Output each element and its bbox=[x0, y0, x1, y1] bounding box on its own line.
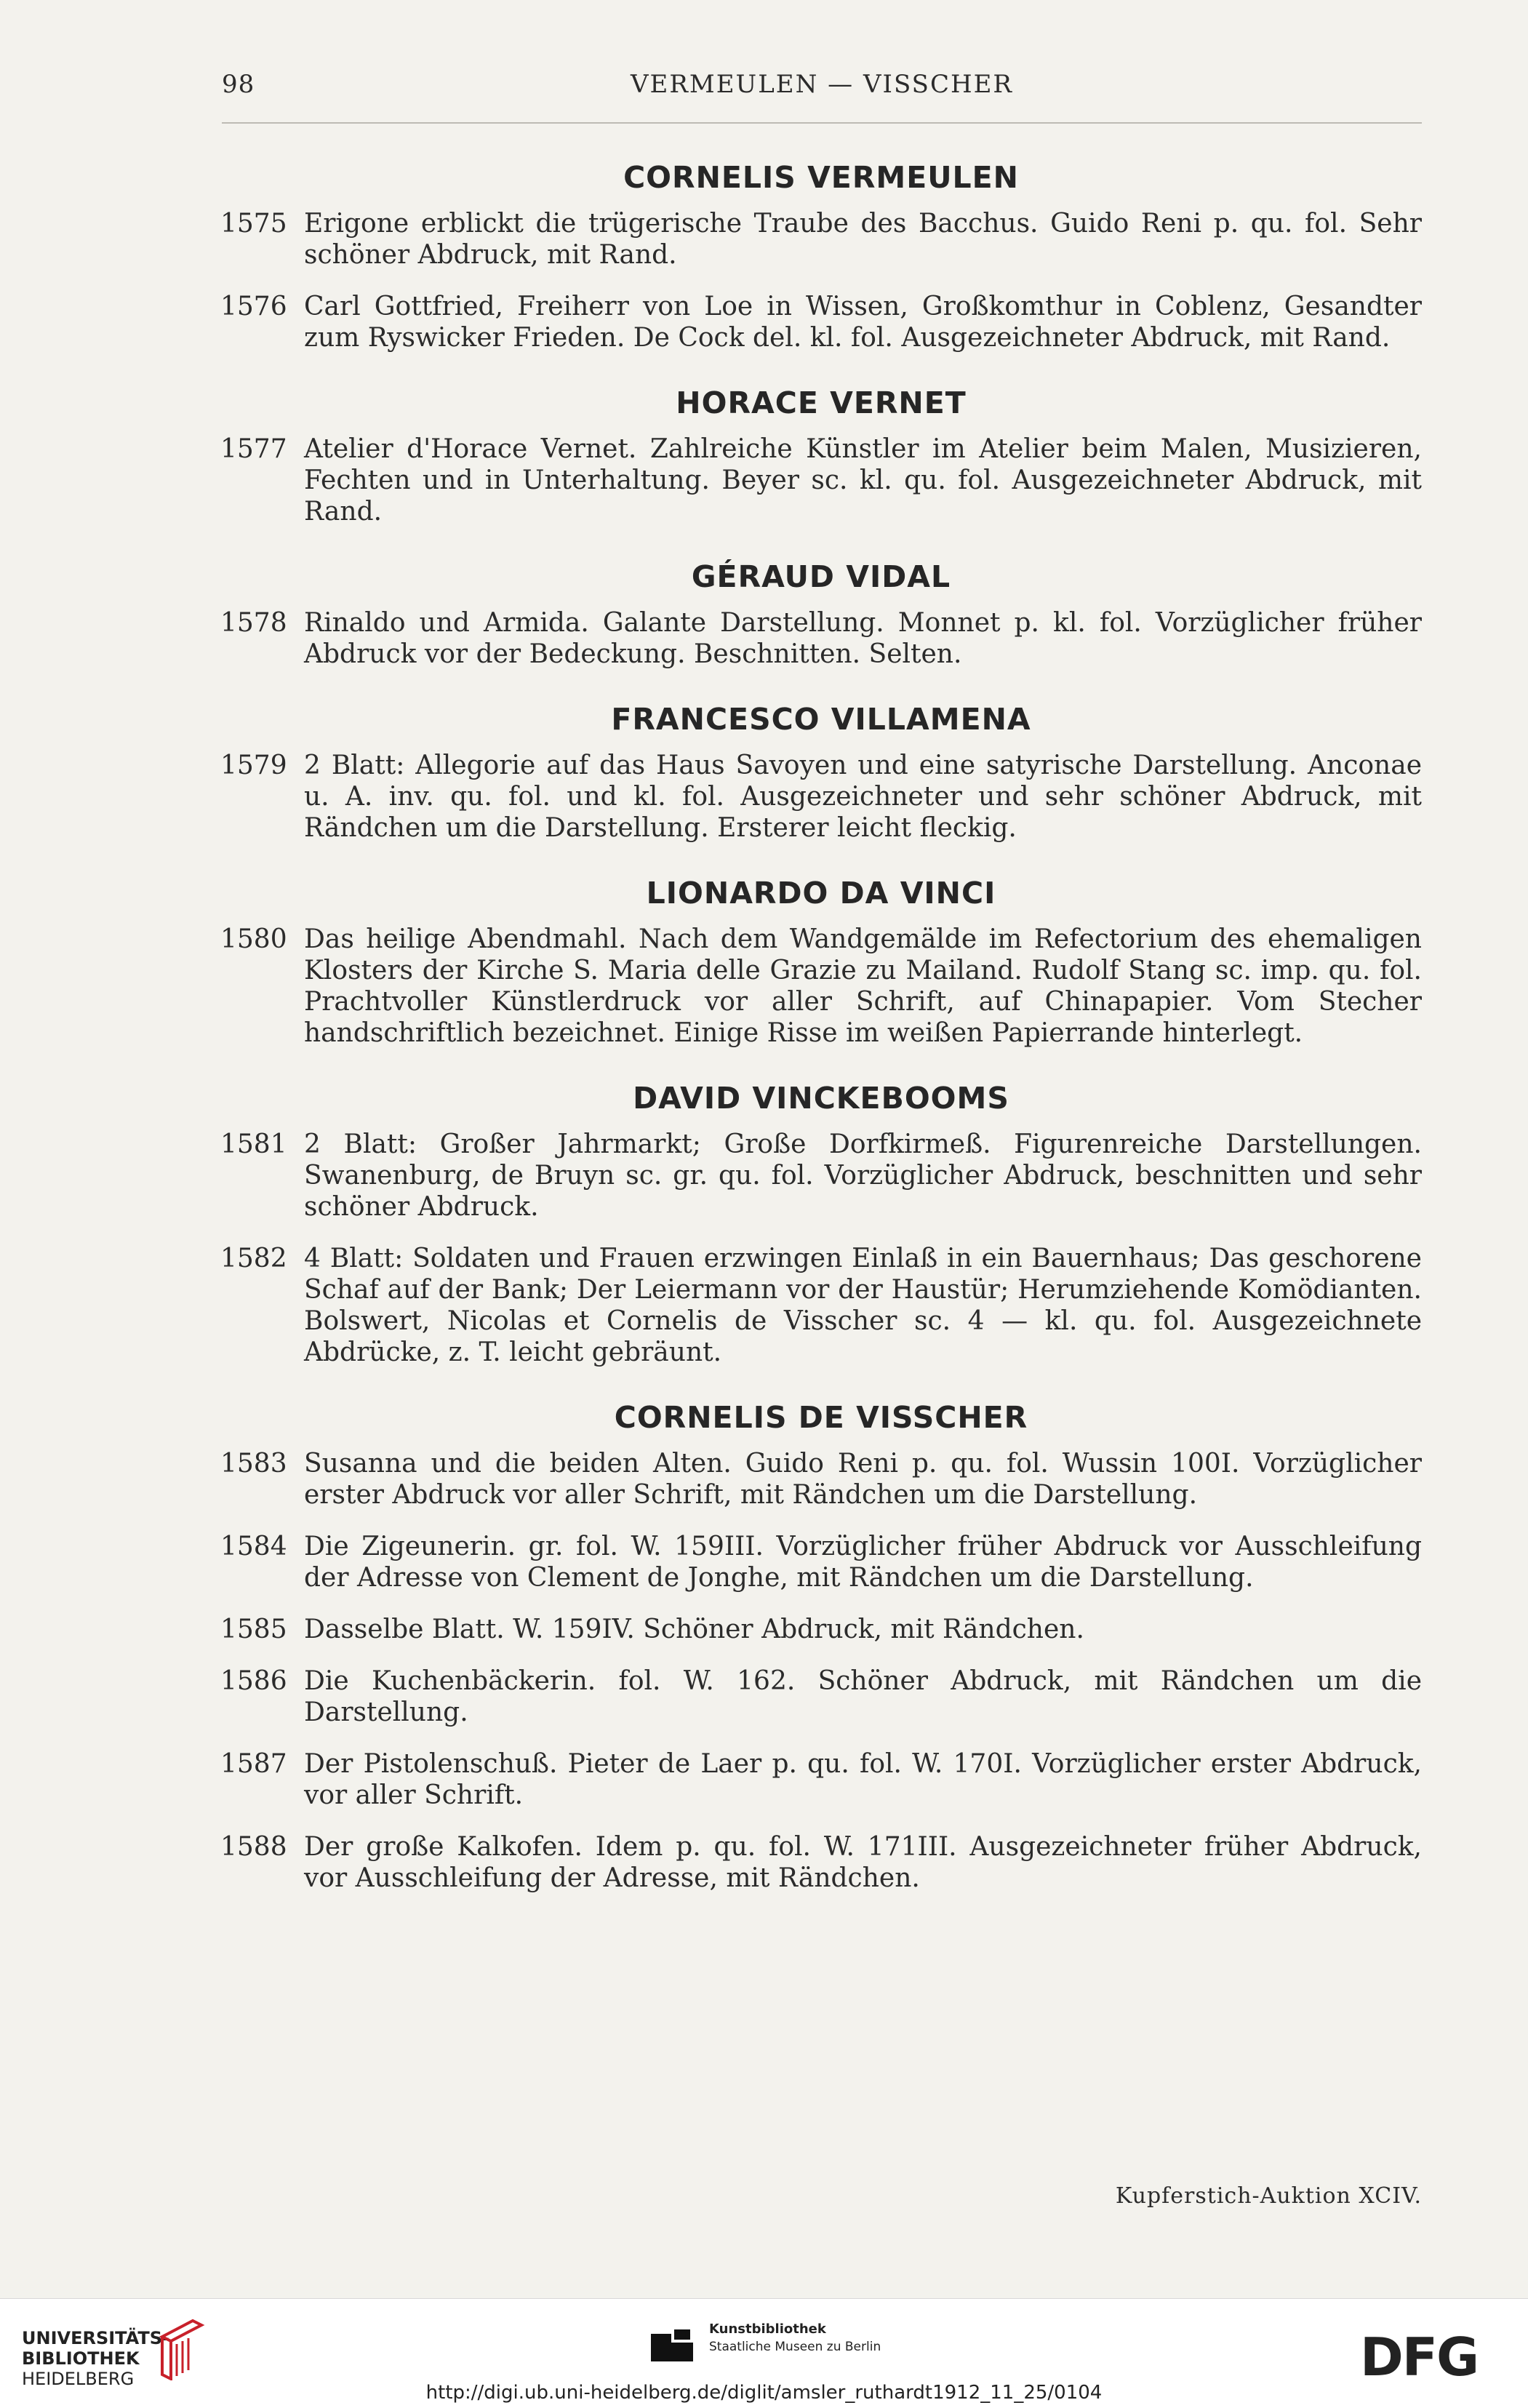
entry-number: 1584 bbox=[220, 1532, 287, 1561]
section-title: HORACE VERNET bbox=[676, 385, 967, 420]
section-title: GÉRAUD VIDAL bbox=[691, 559, 951, 594]
ub-logo-line2: BIBLIOTHEK bbox=[22, 2348, 140, 2369]
catalog-entry bbox=[220, 1243, 1422, 1368]
catalog-entry bbox=[220, 1614, 1422, 1645]
dfg-logo[interactable]: DFG bbox=[1360, 2327, 1479, 2388]
entry-text: Der große Kalkofen. Idem p. qu. fol. W. 171III. Ausgezeichneter früher Abdruck, vor Ausschleifung der Adresse, mit Rändchen. bbox=[304, 1832, 1422, 1893]
catalog-footer: Kupferstich-Auktion XCIV. bbox=[1115, 2183, 1422, 2209]
entry-number: 1586 bbox=[220, 1666, 287, 1696]
entry-text: 2 Blatt: Großer Jahrmarkt; Große Dorfkirmeß. Figurenreiche Darstellungen. Swanenburg, de Bruyn sc. gr. qu. fol. Vorzüglicher Abdruck, beschnitten und sehr schöner Abdruck. bbox=[304, 1129, 1422, 1222]
entry-number: 1587 bbox=[220, 1749, 287, 1779]
section-title: DAVID VINCKEBOOMS bbox=[633, 1081, 1009, 1116]
catalog-section bbox=[220, 385, 1422, 527]
entry-number: 1580 bbox=[220, 924, 287, 954]
entry-number: 1577 bbox=[220, 434, 287, 464]
catalog-entry bbox=[220, 1665, 1422, 1728]
catalog-content bbox=[220, 160, 1422, 1926]
ub-logo-line1: UNIVERSITÄTS- bbox=[22, 2328, 170, 2348]
entry-number: 1575 bbox=[220, 209, 287, 239]
entry-number: 1585 bbox=[220, 1615, 287, 1644]
running-header bbox=[222, 70, 1422, 124]
catalog-entry bbox=[220, 208, 1422, 271]
section-title: CORNELIS DE VISSCHER bbox=[614, 1400, 1028, 1435]
source-url[interactable]: http://digi.ub.uni-heidelberg.de/diglit/amsler_ruthardt1912_11_25/0104 bbox=[425, 2382, 1103, 2404]
kb-subtitle: Staatliche Museen zu Berlin bbox=[709, 2340, 881, 2354]
catalog-section bbox=[220, 876, 1422, 1049]
entry-text: Carl Gottfried, Freiherr von Loe in Wissen, Großkomthur in Coblenz, Gesandter zum Ryswicker Frieden. De Cock del. kl. fol. Ausgezeichneter Abdruck, mit Rand. bbox=[304, 292, 1422, 353]
running-title: VERMEULEN — VISSCHER bbox=[630, 70, 1014, 99]
catalog-entry bbox=[220, 1748, 1422, 1811]
entry-number: 1579 bbox=[220, 751, 287, 780]
catalog-entry bbox=[220, 1831, 1422, 1894]
entry-text: Erigone erblickt die trügerische Traube des Bacchus. Guido Reni p. qu. fol. Sehr schöner Abdruck, mit Rand. bbox=[304, 209, 1422, 270]
entry-text: 4 Blatt: Soldaten und Frauen erzwingen Einlaß in ein Bauernhaus; Das geschorene Schaf auf der Bank; Der Leiermann vor der Haustür; Herumziehende Komödianten. Bolswert, Nicolas et Cornelis de Visscher sc. 4 — kl. qu. fol. Ausgezeichnete Abdrücke, z. T. leicht gebräunt. bbox=[304, 1244, 1422, 1367]
catalog-entry bbox=[220, 607, 1422, 670]
catalog-entry bbox=[220, 433, 1422, 527]
catalog-section bbox=[220, 1400, 1422, 1894]
catalog-entry bbox=[220, 1531, 1422, 1593]
catalog-section bbox=[220, 1081, 1422, 1368]
kb-name: Kunstbibliothek bbox=[709, 2321, 826, 2337]
catalog-entry bbox=[220, 1129, 1422, 1223]
entry-number: 1588 bbox=[220, 1832, 287, 1862]
ub-logo-line3: HEIDELBERG bbox=[22, 2369, 135, 2389]
page-number: 98 bbox=[222, 70, 255, 99]
entry-text: Der Pistolenschuß. Pieter de Laer p. qu. fol. W. 170I. Vorzüglicher erster Abdruck, vor aller Schrift. bbox=[304, 1749, 1422, 1810]
entry-number: 1581 bbox=[220, 1129, 287, 1159]
ub-logo-mark-icon bbox=[156, 2315, 207, 2380]
kunstbibliothek-icon bbox=[651, 2327, 693, 2361]
section-title: CORNELIS VERMEULEN bbox=[623, 160, 1019, 195]
section-title: FRANCESCO VILLAMENA bbox=[611, 702, 1031, 737]
entry-number: 1583 bbox=[220, 1449, 287, 1479]
entry-text: Atelier d'Horace Vernet. Zahlreiche Künstler im Atelier beim Malen, Musizieren, Fechten und in Unterhaltung. Beyer sc. kl. qu. fol. Ausgezeichneter Abdruck, mit Rand. bbox=[304, 434, 1422, 527]
entry-text: Rinaldo und Armida. Galante Darstellung. Monnet p. kl. fol. Vorzüglicher früher Abdruck vor der Bedeckung. Beschnitten. Selten. bbox=[304, 608, 1422, 669]
catalog-entry bbox=[220, 291, 1422, 353]
catalog-section bbox=[220, 559, 1422, 670]
catalog-section bbox=[220, 160, 1422, 353]
entry-text: Dasselbe Blatt. W. 159IV. Schöner Abdruck, mit Rändchen. bbox=[304, 1615, 1084, 1644]
catalog-entry bbox=[220, 750, 1422, 844]
entry-text: Susanna und die beiden Alten. Guido Reni p. qu. fol. Wussin 100I. Vorzüglicher erster Abdruck vor aller Schrift, mit Rändchen um die Darstellung. bbox=[304, 1449, 1422, 1510]
entry-number: 1582 bbox=[220, 1244, 287, 1273]
catalog-entry bbox=[220, 924, 1422, 1049]
catalog-section bbox=[220, 702, 1422, 844]
entry-text: 2 Blatt: Allegorie auf das Haus Savoyen und eine satyrische Darstellung. Anconae u. A. inv. qu. fol. und kl. fol. Ausgezeichneter und sehr schöner Abdruck, mit Rändchen um die Darstellung. Ersterer leicht fleckig. bbox=[304, 751, 1422, 843]
entry-text: Die Kuchenbäckerin. fol. W. 162. Schöner Abdruck, mit Rändchen um die Darstellung. bbox=[304, 1666, 1422, 1727]
ub-heidelberg-logo[interactable] bbox=[22, 2328, 169, 2389]
catalog-entry bbox=[220, 1448, 1422, 1511]
entry-number: 1576 bbox=[220, 292, 287, 321]
section-title: LIONARDO DA VINCI bbox=[646, 876, 996, 911]
viewer-footer-bar bbox=[0, 2298, 1528, 2408]
entry-number: 1578 bbox=[220, 608, 287, 638]
entry-text: Die Zigeunerin. gr. fol. W. 159III. Vorzüglicher früher Abdruck vor Ausschleifung der Adresse von Clement de Jonghe, mit Rändchen um die Darstellung. bbox=[304, 1532, 1422, 1593]
entry-text: Das heilige Abendmahl. Nach dem Wandgemälde im Refectorium des ehemaligen Klosters der Kirche S. Maria delle Grazie zu Mailand. Rudolf Stang sc. imp. qu. fol. Prachtvoller Künstlerdruck vor aller Schrift, auf Chinapapier. Vom Stecher handschriftlich bezeichnet. Einige Risse im weißen Papierrande hinterlegt. bbox=[304, 924, 1422, 1048]
